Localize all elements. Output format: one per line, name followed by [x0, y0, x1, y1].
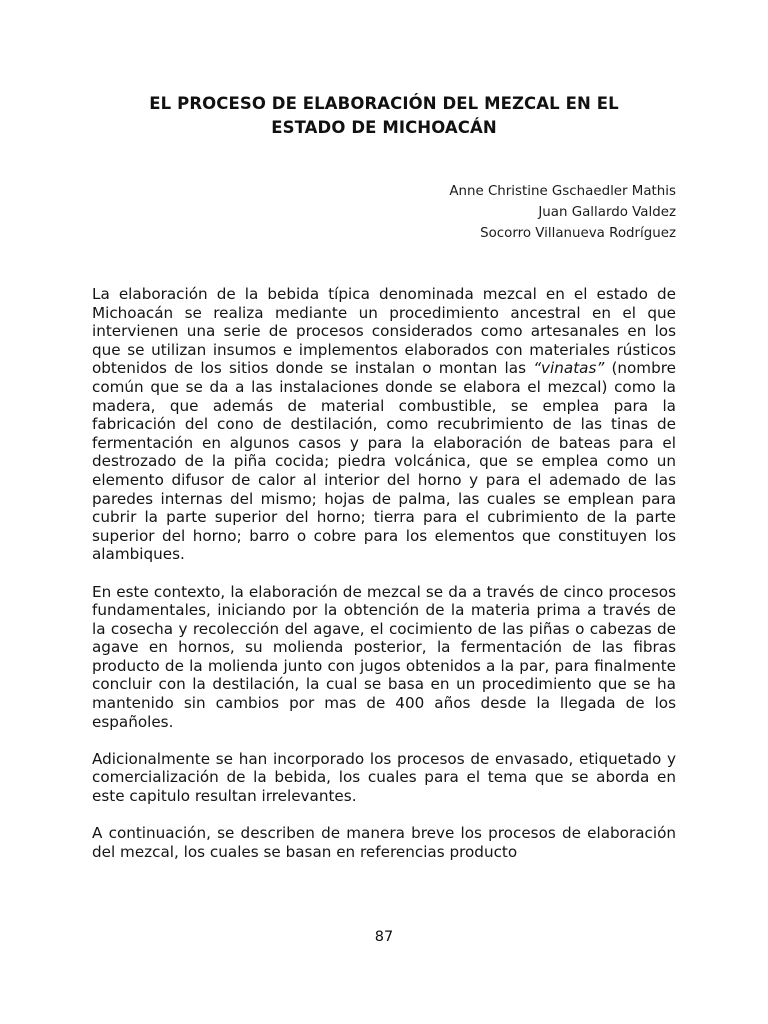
body-text	[92, 285, 676, 861]
paragraph-1-text-a: La elaboración de la bebida típica denominada mezcal en el estado de Michoacán se realiza mediante un procedimiento ancestral en el que intervienen una serie de procesos considerados como artesanales en los que se utilizan insumos e implementos elaborados con materiales rústicos obtenidos de los sitios donde se instalan o montan las	[92, 285, 676, 378]
author-list	[449, 181, 676, 244]
vinatas-term: “vinatas”	[533, 359, 605, 378]
paragraph-3: Adicionalmente se han incorporado los procesos de envasado, etiquetado y comercialización de la bebida, los cuales para el tema que se aborda en este capitulo resultan irrelevantes.	[92, 749, 676, 806]
paragraph-1	[92, 285, 676, 564]
paragraph-2: En este contexto, la elaboración de mezcal se da a través de cinco procesos fundamentales, iniciando por la obtención de la materia prima a través de la cosecha y recolección del agave, el cocimiento de las piñas o cabezas de agave en hornos, su molienda posterior, la fermentación de las fibras producto de la molienda junto con jugos obtenidos a la par, para finalmente concluir con la destilación, la cual se basa en un procedimiento que se ha mantenido sin cambios por mas de 400 años desde la llegada de los españoles.	[92, 582, 676, 731]
page-number: 87	[374, 929, 394, 945]
document-title	[92, 92, 676, 140]
paragraph-1-text-b: (nombre común que se da a las instalaciones donde se elabora el mezcal) como la madera, que además de material combustible, se emplea para la fabricación del cono de destilación, como recubrimiento de las tinas de fermentación en algunos casos y para la elaboración de bateas para el destrozado de la piña cocida; piedra volcánica, que se emplea como un elemento difusor de calor al interior del horno y para el ademado de las paredes internas del mismo; hojas de palma, las cuales se emplean para cubrir la parte superior del horno; tierra para el cubrimiento de la parte superior del horno; barro o cobre para los elementos que constituyen los alambiques.	[92, 359, 676, 564]
paragraph-4: A continuación, se describen de manera breve los procesos de elaboración del mezcal, los cuales se basan en referencias producto	[92, 824, 676, 861]
author-name: Anne Christine Gschaedler Mathis	[449, 184, 676, 199]
author-name: Juan Gallardo Valdez	[538, 205, 676, 220]
author-name: Socorro Villanueva Rodríguez	[480, 226, 676, 241]
title-line-2: ESTADO DE MICHOACÁN	[271, 118, 497, 137]
title-line-1: EL PROCESO DE ELABORACIÓN DEL MEZCAL EN EL	[149, 94, 619, 113]
